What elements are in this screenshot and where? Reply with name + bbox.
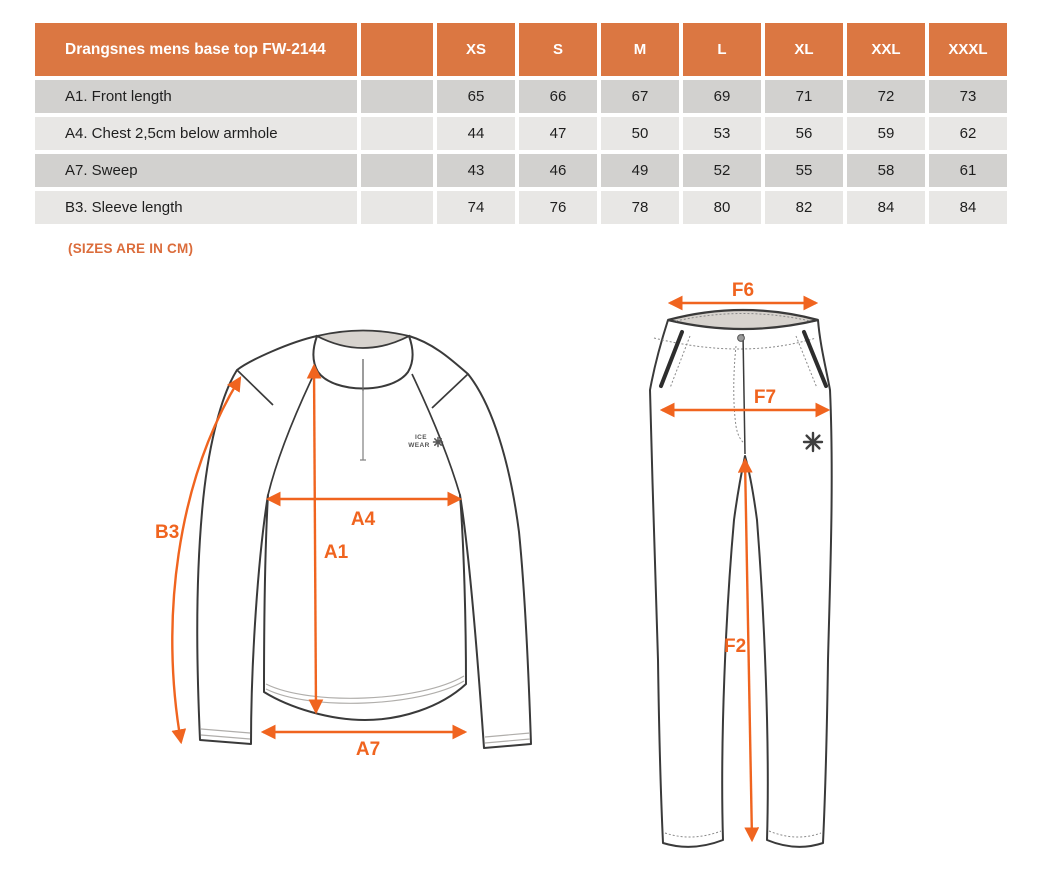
value-cell: 76: [519, 191, 597, 224]
size-table-section: [31, 19, 1011, 228]
value-cell: 62: [929, 117, 1007, 150]
base-top-drawing: [150, 292, 580, 772]
table-header-row: [35, 23, 1007, 76]
value-cell: 49: [601, 154, 679, 187]
table-header-m: M: [601, 23, 679, 76]
value-cell: 78: [601, 191, 679, 224]
size-table: [31, 19, 1011, 228]
measure-label-f7: F7: [753, 387, 777, 408]
value-cell: 46: [519, 154, 597, 187]
value-cell: 65: [437, 80, 515, 113]
row-label: A7. Sweep: [35, 154, 357, 187]
measure-label-a4: A4: [350, 509, 376, 530]
measure-label-a1: A1: [323, 542, 349, 563]
row-label: A1. Front length: [35, 80, 357, 113]
value-cell: 43: [437, 154, 515, 187]
top-body-outline: [197, 336, 531, 748]
table-header-l: L: [683, 23, 761, 76]
value-cell: 55: [765, 154, 843, 187]
value-cell: 82: [765, 191, 843, 224]
value-cell: 58: [847, 154, 925, 187]
icewear-logo-snowflake-icon: [434, 438, 443, 447]
pants-button: [738, 335, 745, 342]
measure-label-b3: B3: [155, 522, 180, 543]
value-cell: 84: [929, 191, 1007, 224]
table-row: [35, 80, 1007, 113]
value-cell: 59: [847, 117, 925, 150]
row-empty-cell: [361, 191, 433, 224]
table-header-s: S: [519, 23, 597, 76]
value-cell: 50: [601, 117, 679, 150]
value-cell: 66: [519, 80, 597, 113]
value-cell: 53: [683, 117, 761, 150]
table-header-xxl: XXL: [847, 23, 925, 76]
table-title: Drangsnes mens base top FW-2144: [35, 23, 357, 76]
pants-drawing: [630, 280, 920, 890]
table-header-empty: [361, 23, 433, 76]
value-cell: 69: [683, 80, 761, 113]
value-cell: 61: [929, 154, 1007, 187]
icewear-logo-text: WEAR: [408, 442, 430, 449]
base-top-diagram: [150, 292, 580, 772]
value-cell: 73: [929, 80, 1007, 113]
pants-body-outline: [650, 320, 832, 847]
value-cell: 72: [847, 80, 925, 113]
value-cell: 44: [437, 117, 515, 150]
measure-label-a7: A7: [355, 739, 381, 760]
snowflake-logo-icon: [804, 433, 822, 451]
value-cell: 71: [765, 80, 843, 113]
sizes-unit-note: (SIZES ARE IN CM): [68, 241, 194, 256]
value-cell: 56: [765, 117, 843, 150]
measure-label-f6: F6: [731, 280, 755, 301]
table-row: [35, 117, 1007, 150]
measure-label-f2: F2: [724, 636, 747, 657]
table-row: [35, 154, 1007, 187]
row-empty-cell: [361, 80, 433, 113]
value-cell: 67: [601, 80, 679, 113]
icewear-logo-text: ICE: [414, 434, 428, 441]
table-header-xl: XL: [765, 23, 843, 76]
table-row: [35, 191, 1007, 224]
row-label: A4. Chest 2,5cm below armhole: [35, 117, 357, 150]
row-empty-cell: [361, 117, 433, 150]
table-header-xs: XS: [437, 23, 515, 76]
table-header-xxxl: XXXL: [929, 23, 1007, 76]
value-cell: 80: [683, 191, 761, 224]
value-cell: 74: [437, 191, 515, 224]
row-label: B3. Sleeve length: [35, 191, 357, 224]
value-cell: 84: [847, 191, 925, 224]
value-cell: 52: [683, 154, 761, 187]
value-cell: 47: [519, 117, 597, 150]
pants-diagram: [630, 280, 920, 890]
row-empty-cell: [361, 154, 433, 187]
